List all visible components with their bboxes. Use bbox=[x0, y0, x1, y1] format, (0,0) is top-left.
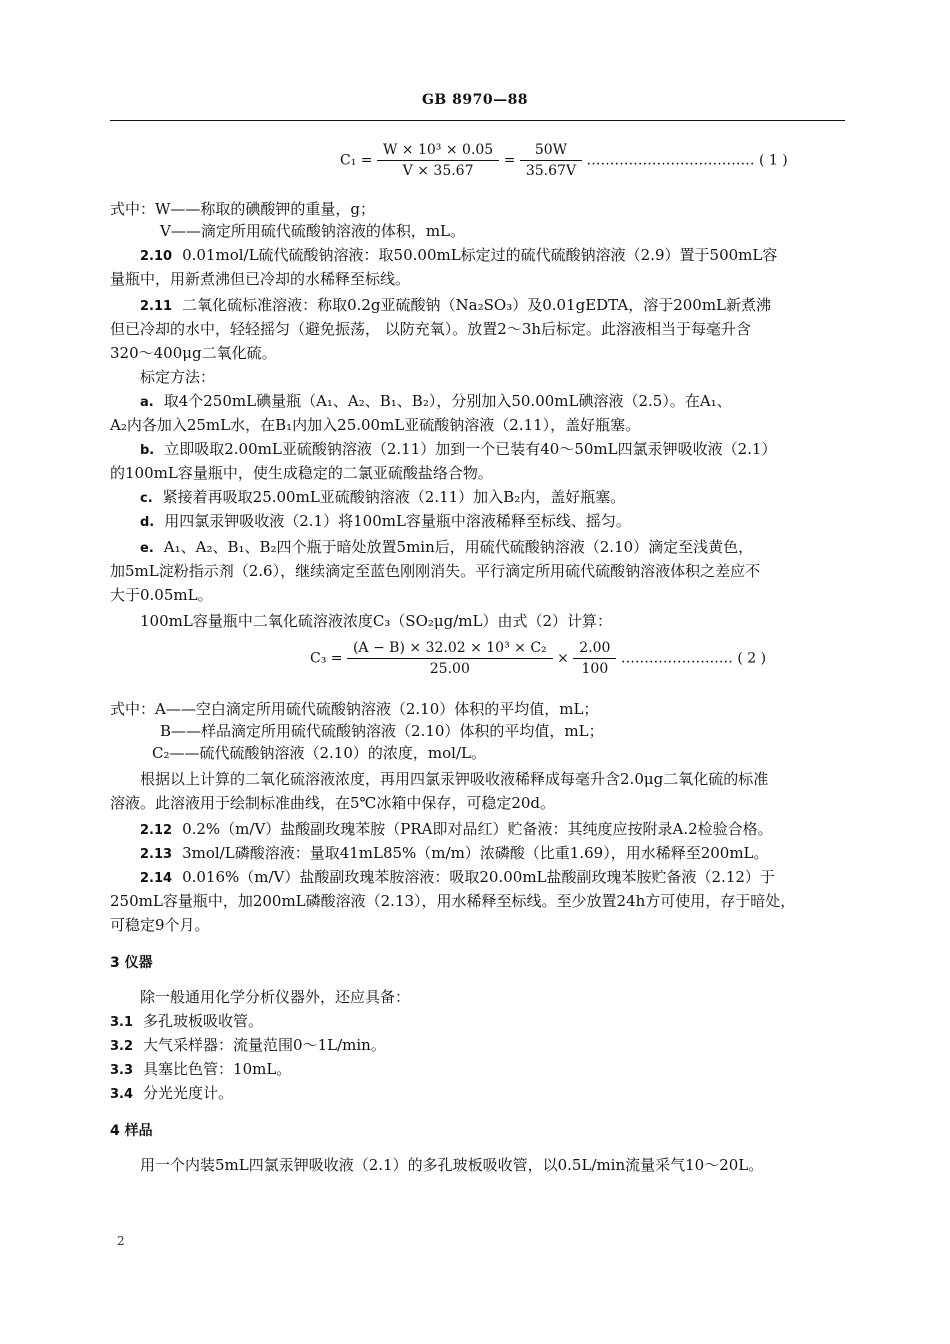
step-e-line-2: 加5mL淀粉指示剂（2.6），继续滴定至蓝色刚刚消失。平行滴定所用硫代硫酸钠溶液体积之差应不 bbox=[110, 562, 761, 580]
section-2-14-line-1 bbox=[140, 866, 850, 890]
formula-1-denominator-a: V × 35.67 bbox=[402, 163, 474, 179]
formula-2-times: × bbox=[557, 650, 569, 667]
where-2-line-1: 式中：A——空白滴定所用硫代硫酸钠溶液（2.10）体积的平均值，mL； bbox=[110, 700, 599, 718]
section-2-13-line bbox=[140, 842, 850, 866]
where-1-line-1: 式中：W——称取的碘酸钾的重量，g； bbox=[110, 200, 376, 218]
step-b-label: b. bbox=[140, 443, 155, 458]
formula-1-lhs: C₁ = bbox=[340, 152, 373, 169]
page-header: GB 8970—88 bbox=[421, 92, 529, 108]
where-2-line-3: C₂——硫代硫酸钠溶液（2.10）的浓度，mol/L。 bbox=[152, 744, 486, 762]
formula-1-leader-dots: ……………………………… bbox=[586, 152, 755, 169]
formula-1-denominator-b: 35.67V bbox=[525, 163, 577, 179]
section-3-1-text: 多孔玻板吸收管。 bbox=[143, 1012, 264, 1030]
formula-2-number: ( 2 ) bbox=[737, 650, 767, 667]
section-3-intro: 除一般通用化学分析仪器外，还应具备： bbox=[140, 988, 411, 1006]
section-3-2-number: 3.2 bbox=[110, 1039, 134, 1054]
step-c-line bbox=[140, 486, 850, 510]
section-3-3-text: 具塞比色管：10mL。 bbox=[143, 1060, 292, 1078]
section-4-text: 用一个内装5mL四氯汞钾吸收液（2.1）的多孔玻板吸收管，以0.5L/min流量采气10～20L。 bbox=[140, 1156, 764, 1174]
formula-2-fraction-b bbox=[573, 640, 616, 677]
step-a-text-1: 取4个250mL碘量瓶（A₁、A₂、B₁、B₂），分别加入50.00mL碘溶液（2.5）。在A₁、 bbox=[163, 392, 732, 410]
formula-2 bbox=[310, 640, 766, 677]
step-e-line-3: 大于0.05mL。 bbox=[110, 586, 213, 604]
formula-1-numerator-a: W × 10³ × 0.05 bbox=[377, 142, 499, 161]
section-2-10-number: 2.10 bbox=[140, 249, 173, 264]
section-2-12-line bbox=[140, 818, 850, 842]
step-d-label: d. bbox=[140, 515, 155, 530]
step-e-line-1 bbox=[140, 536, 850, 560]
formula-1-numerator-b: 50W bbox=[520, 142, 582, 161]
section-3-1-number: 3.1 bbox=[110, 1015, 134, 1030]
section-3-2-text: 大气采样器：流量范围0～1L/min。 bbox=[143, 1036, 386, 1054]
section-2-10-line-1 bbox=[140, 244, 850, 268]
section-3-3-number: 3.3 bbox=[110, 1063, 134, 1078]
section-2-13-number: 2.13 bbox=[140, 847, 173, 862]
section-2-11-line-2: 但已冷却的水中，轻轻摇匀（避免振荡， 以防充氧）。放置2～3h后标定。此溶液相当于每毫升含 bbox=[110, 320, 752, 338]
formula-1-number: ( 1 ) bbox=[758, 152, 788, 169]
dilution-line-1: 根据以上计算的二氧化硫溶液浓度，再用四氯汞钾吸收液稀释成每毫升含2.0μg二氧化硫的标准 bbox=[140, 770, 769, 788]
step-a-line-2: A₂内各加入25mL水，在B₁内加入25.00mL亚硫酸钠溶液（2.11），盖好瓶塞。 bbox=[110, 416, 641, 434]
step-e-text-1: A₁、A₂、B₁、B₂四个瓶于暗处放置5min后，用硫代硫酸钠溶液（2.10）滴定至浅黄色， bbox=[163, 538, 754, 556]
page-number: 2 bbox=[117, 1234, 125, 1248]
section-2-14-line-3: 可稳定9个月。 bbox=[110, 916, 210, 934]
section-2-11-text-1: 二氧化硫标准溶液：称取0.2g亚硫酸钠（Na₂SO₃）及0.01gEDTA，溶于200mL新煮沸 bbox=[182, 296, 772, 314]
section-2-10-text-1: 0.01mol/L硫代硫酸钠溶液：取50.00mL标定过的硫代硫酸钠溶液（2.9）置于500mL容 bbox=[182, 246, 778, 264]
section-2-12-number: 2.12 bbox=[140, 823, 173, 838]
step-e-label: e. bbox=[140, 541, 154, 556]
section-2-12-text: 0.2%（m/V）盐酸副玫瑰苯胺（PRA即对品红）贮备液：其纯度应按附录A.2检验合格。 bbox=[182, 820, 773, 838]
formula-1-equals: = bbox=[503, 152, 516, 169]
formula-2-fraction-a bbox=[347, 640, 553, 677]
step-b-line-1 bbox=[140, 438, 850, 462]
section-2-11-number: 2.11 bbox=[140, 299, 173, 314]
step-d-text: 用四氯汞钾吸收液（2.1）将100mL容量瓶中溶液稀释至标线、摇匀。 bbox=[164, 512, 631, 530]
section-3-item-2 bbox=[110, 1034, 850, 1058]
section-2-14-number: 2.14 bbox=[140, 871, 173, 886]
formula-1-fraction-a bbox=[377, 142, 499, 179]
section-3-item-3 bbox=[110, 1058, 850, 1082]
section-2-11-line-3: 320～400μg二氧化硫。 bbox=[110, 344, 277, 362]
section-2-11-line-1 bbox=[140, 294, 850, 318]
formula-2-denominator-a: 25.00 bbox=[429, 661, 470, 677]
section-3-4-number: 3.4 bbox=[110, 1087, 134, 1102]
formula-2-numerator-a: (A − B) × 32.02 × 10³ × C₂ bbox=[347, 640, 553, 659]
section-3-item-4 bbox=[110, 1082, 850, 1106]
step-d-line bbox=[140, 510, 850, 534]
section-3-4-text: 分光光度计。 bbox=[143, 1084, 234, 1102]
step-a-line-1 bbox=[140, 390, 850, 414]
where-2-line-2: B——样品滴定所用硫代硫酸钠溶液（2.10）体积的平均值，mL； bbox=[160, 722, 604, 740]
step-a-label: a. bbox=[140, 395, 154, 410]
formula-2-numerator-b: 2.00 bbox=[573, 640, 616, 659]
section-2-13-text: 3mol/L磷酸溶液：量取41mL85%（m/m）浓磷酸（比重1.69），用水稀释至200mL。 bbox=[182, 844, 769, 862]
dilution-line-2: 溶液。此溶液用于绘制标准曲线，在5℃冰箱中保存，可稳定20d。 bbox=[110, 794, 556, 812]
calibration-title: 标定方法： bbox=[140, 368, 216, 386]
formula-1 bbox=[340, 142, 788, 179]
step-b-text-1: 立即吸取2.00mL亚硫酸钠溶液（2.11）加到一个已装有40～50mL四氯汞钾吸收液（2.1） bbox=[164, 440, 777, 458]
section-4-heading: 4 样品 bbox=[110, 1123, 153, 1139]
section-2-14-text-1: 0.016%（m/V）盐酸副玫瑰苯胺溶液：吸取20.00mL盐酸副玫瑰苯胺贮备液（2.12）于 bbox=[182, 868, 775, 886]
step-b-line-2: 的100mL容量瓶中，使生成稳定的二氯亚硫酸盐络合物。 bbox=[110, 464, 493, 482]
where-1-line-2: V——滴定所用硫代硫酸钠溶液的体积，mL。 bbox=[160, 222, 466, 240]
section-2-14-line-2: 250mL容量瓶中，加200mL磷酸溶液（2.13），用水稀释至标线。至少放置24h方可使用，存于暗处， bbox=[110, 892, 796, 910]
formula-2-denominator-b: 100 bbox=[581, 661, 609, 677]
concentration-line: 100mL容量瓶中二氧化硫溶液浓度C₃（SO₂μg/mL）由式（2）计算： bbox=[140, 612, 613, 630]
formula-2-lhs: C₃ = bbox=[310, 650, 343, 667]
step-c-text: 紧接着再吸取25.00mL亚硫酸钠溶液（2.11）加入B₂内，盖好瓶塞。 bbox=[162, 488, 626, 506]
formula-2-leader-dots: …………………… bbox=[620, 650, 733, 667]
step-c-label: c. bbox=[140, 491, 153, 506]
section-3-item-1 bbox=[110, 1010, 850, 1034]
formula-1-fraction-b bbox=[520, 142, 582, 179]
section-2-10-line-2: 量瓶中，用新煮沸但已冷却的水稀释至标线。 bbox=[110, 270, 411, 288]
header-rule bbox=[110, 120, 845, 121]
section-3-heading: 3 仪器 bbox=[110, 955, 153, 971]
